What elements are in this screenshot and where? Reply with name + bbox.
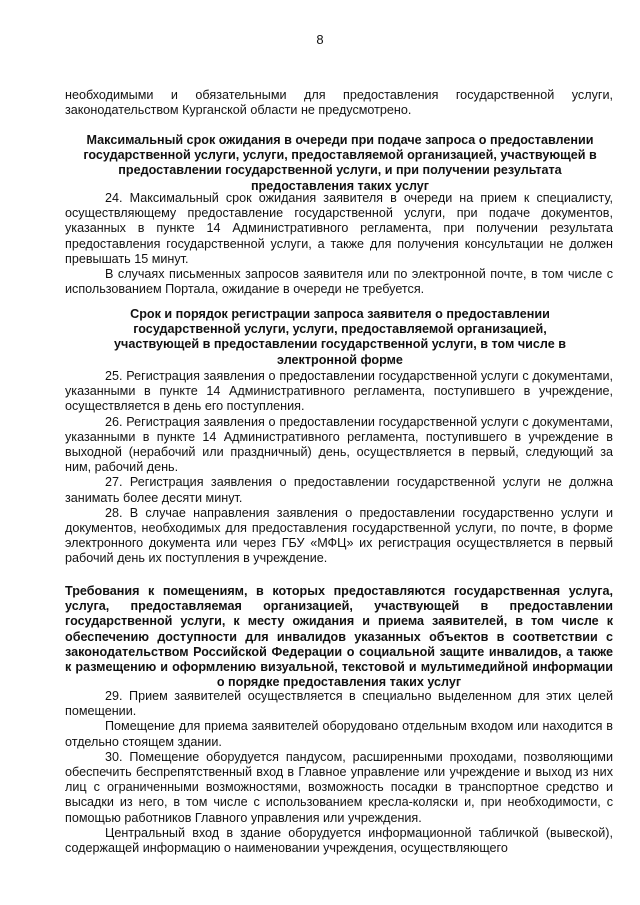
paragraph-27: 27. Регистрация заявления о предоставлении государственной услуги не должна занимать более десяти минут.	[65, 475, 613, 505]
paragraph-30: 30. Помещение оборудуется пандусом, расширенными проходами, позволяющими обеспечить беспрепятственный вход в Главное управление или учреждение и выход из них лиц с ограниченными возможностями, возможность посадки в транспортное средство и высадки из него, в том числе с использованием кресла-коляски и, при необходимости, с помощью работников Главного управления или учреждения.	[65, 749, 613, 825]
section-heading-premises: Требования к помещениям, в которых предоставляются государственная услуга, услуга, предоставляемая организацией, участвующей в предоставлении государственной услуги, к месту ожидания и приема заявителей, в том числе к обеспечению доступности для инвалидов указанных объектов в соответствии с законодательством Российской Федерации о социальной защите инвалидов, а также к размещению и оформлению визуальной, текстовой и мультимедийной информации о порядке предоставления таких услуг	[65, 584, 613, 690]
section-premises-body	[65, 689, 613, 856]
intro-block	[65, 88, 613, 118]
section-registration-body	[65, 369, 613, 567]
paragraph-separate-entrance: Помещение для приема заявителей оборудовано отдельным входом или находится в отдельно стоящем здании.	[65, 719, 613, 749]
page-number: 8	[316, 32, 324, 47]
section-heading-waiting-time: Максимальный срок ожидания в очереди при подаче запроса о предоставлении государственной услуги, услуги, предоставляемой организацией, участвующей в предоставлении государственной услуги, и при получении результата предоставления таких услуг	[83, 133, 597, 193]
paragraph-24: 24. Максимальный срок ожидания заявителя в очереди на прием к специалисту, осуществляющему предоставление государственной услуги, при подаче документов, указанных в пункте 14 Административного регламента, при получении результата предоставления государственной услуги, а также для получения консультации не должен превышать 15 минут.	[65, 191, 613, 266]
paragraph-28: 28. В случае направления заявления о предоставлении государственно услуги и документов, необходимых для предоставления государственной услуги, по почте, в форме электронного документа или через ГБУ «МФЦ» их регистрация осуществляется в первый рабочий день их поступления в учреждение.	[65, 505, 613, 566]
section-premises	[65, 584, 613, 690]
paragraph-25: 25. Регистрация заявления о предоставлении государственной услуги с документами, указанными в пункте 14 Административного регламента, поступившего в учреждение, осуществляется в день его поступления.	[65, 369, 613, 414]
section-waiting-time	[70, 133, 610, 194]
paragraph-29: 29. Прием заявителей осуществляется в специально выделенном для этих целей помещении.	[65, 689, 613, 719]
section-waiting-time-body	[65, 191, 613, 297]
paragraph-written-requests: В случаях письменных запросов заявителя или по электронной почте, в том числе с использованием Портала, ожидание в очереди не требуется.	[65, 267, 613, 297]
intro-paragraph: необходимыми и обязательными для предоставления государственной услуги, законодательством Курганской области не предусмотрено.	[65, 88, 613, 118]
section-registration	[95, 307, 585, 368]
section-heading-registration: Срок и порядок регистрации запроса заявителя о предоставлении государственной услуги, услуги, предоставляемой организацией, участвующей в предоставлении государственной услуги, в том числе в электронной форме	[114, 307, 566, 367]
paragraph-26: 26. Регистрация заявления о предоставлении государственной услуги с документами, указанными в пункте 14 Административного регламента, поступившего в учреждение в выходной (нерабочий или праздничный) день, осуществляется в первый, следующий за ним, рабочий день.	[65, 414, 613, 475]
paragraph-central-entrance: Центральный вход в здание оборудуется информационной табличкой (вывеской), содержащей информацию о наименовании учреждения, осуществляющего	[65, 825, 613, 856]
